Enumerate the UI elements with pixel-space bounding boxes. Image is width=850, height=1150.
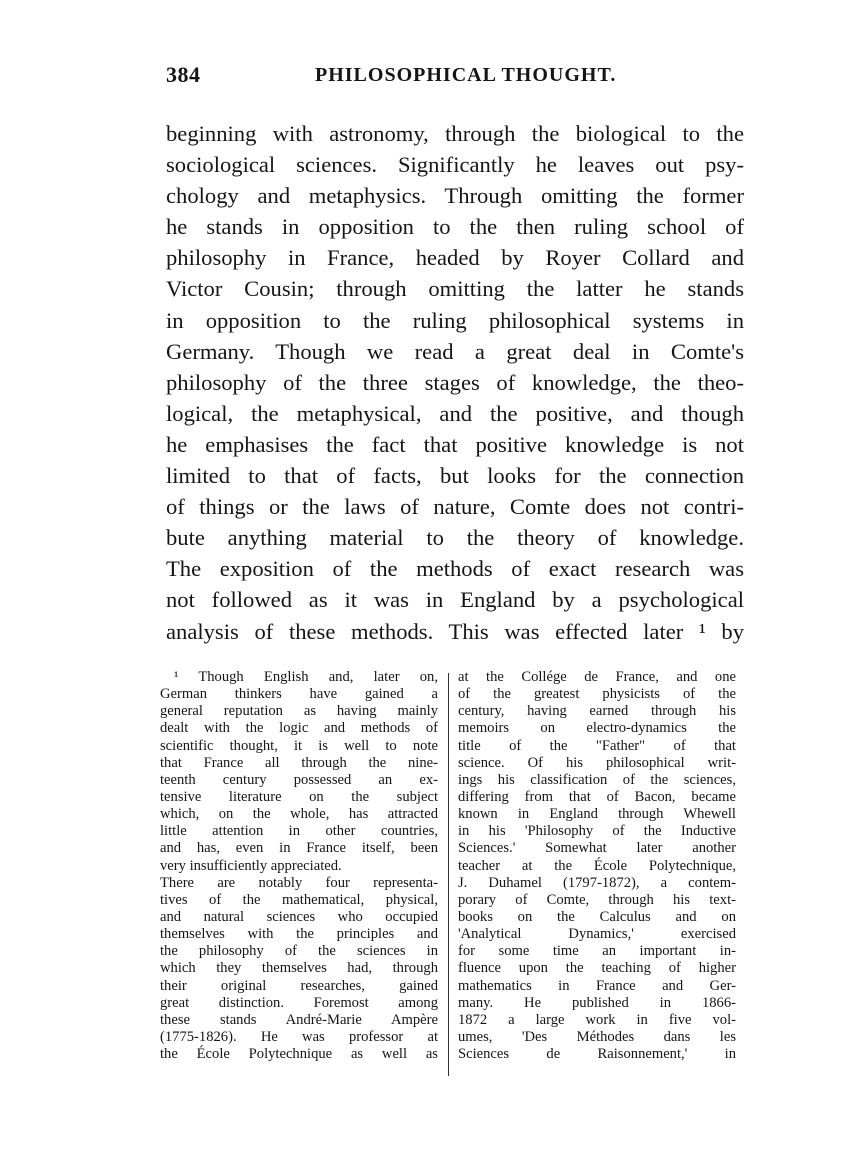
body-line: Victor Cousin; through omitting the latter he stands: [166, 276, 744, 302]
footnote-line: German thinkers have gained a: [160, 686, 438, 703]
footnote-line: at the Collége de France, and one: [458, 669, 736, 685]
footnote-line: the philosophy of the sciences in: [160, 943, 438, 960]
footnote-line: known in England through Whewell: [458, 806, 736, 823]
footnote-line: porary of Comte, through his text-: [458, 891, 736, 908]
footnote-line: tensive literature on the subject: [160, 788, 438, 805]
footnote-line: the École Polytechnique as well as: [160, 1046, 438, 1063]
footnote-line: tives of the mathematical, physical,: [160, 891, 438, 908]
footnote-line: which, on the whole, has attracted: [160, 806, 438, 823]
body-line: analysis of these methods. This was effected later ¹ by: [166, 618, 744, 644]
page-number: 384: [166, 62, 201, 87]
body-line: Germany. Though we read a great deal in Comte's: [166, 338, 744, 364]
footnote-line: very insufficiently appreciated.: [160, 857, 342, 874]
footnote-line: of the greatest physicists of the: [458, 686, 736, 703]
body-line: sociological sciences. Significantly he leaves out psy-: [166, 152, 744, 178]
footnote-line: Sciences.' Somewhat later another: [458, 840, 736, 857]
footnote-line: There are notably four representa-: [160, 874, 438, 891]
footnote-line: little attention in other countries,: [160, 823, 438, 840]
footnote-line: that France all through the nine-: [160, 754, 438, 771]
body-line: logical, the metaphysical, and the positive, and though: [166, 400, 744, 426]
running-head: PHILOSOPHICAL THOUGHT.: [315, 64, 617, 86]
body-line: chology and metaphysics. Through omitting the former: [166, 183, 744, 209]
body-line: beginning with astronomy, through the biological to the: [166, 121, 744, 146]
footnote-line: great distinction. Foremost among: [160, 994, 438, 1011]
footnote-line: science. Of his philosophical writ-: [458, 754, 736, 771]
footnote-line: themselves with the principles and: [160, 926, 438, 943]
footnote-line: title of the "Father" of that: [458, 737, 736, 754]
footnote-line: and natural sciences who occupied: [160, 908, 438, 925]
footnote-line: 1872 a large work in five vol-: [458, 1011, 736, 1028]
body-line: he stands in opposition to the then ruling school of: [166, 214, 744, 240]
footnote-line: and has, even in France itself, been: [160, 840, 438, 857]
footnote-line: 'Analytical Dynamics,' exercised: [458, 926, 736, 943]
footnote-line: for some time an important in-: [458, 943, 736, 960]
body-text: [166, 118, 744, 647]
body-line: philosophy in France, headed by Royer Collard and: [166, 245, 744, 271]
body-line: philosophy of the three stages of knowledge, the theo-: [166, 369, 744, 395]
footnote-line: Sciences de Raisonnement,' in: [458, 1046, 736, 1063]
body-line: limited to that of facts, but looks for the connection: [166, 463, 744, 489]
footnote-line: differing from that of Bacon, became: [458, 788, 736, 805]
footnote-line: ings his classification of the sciences,: [458, 771, 736, 788]
footnote-line: J. Duhamel (1797-1872), a contem-: [458, 874, 736, 891]
footnote-line: teenth century possessed an ex-: [160, 771, 438, 788]
footnote-line: scientific thought, it is well to note: [160, 737, 438, 754]
body-line: in opposition to the ruling philosophical systems in: [166, 307, 744, 333]
footnote-line: many. He published in 1866-: [458, 994, 736, 1011]
body-line: The exposition of the methods of exact research was: [166, 556, 744, 582]
footnote-line: memoirs on electro-dynamics the: [458, 720, 736, 737]
footnote-line: umes, 'Des Méthodes dans les: [458, 1028, 736, 1045]
footnote-line: these stands André-Marie Ampère: [160, 1011, 438, 1028]
footnote-line: which they themselves had, through: [160, 960, 438, 977]
footnote-left-column: [160, 669, 438, 1063]
footnote-line: teacher at the École Polytechnique,: [458, 857, 736, 874]
footnote-line: fluence upon the teaching of higher: [458, 960, 736, 977]
footnote-column-divider: [448, 673, 449, 1076]
footnote-line: mathematics in France and Ger-: [458, 977, 736, 994]
footnote-line: dealt with the logic and methods of: [160, 720, 438, 737]
body-line: bute anything material to the theory of knowledge.: [166, 525, 744, 551]
footnote-line: general reputation as having mainly: [160, 703, 438, 720]
footnote-line: century, having earned through his: [458, 703, 736, 720]
footnote-right-column: [458, 669, 736, 1063]
footnote-line: books on the Calculus and on: [458, 908, 736, 925]
footnote-line: in his 'Philosophy of the Inductive: [458, 823, 736, 840]
footnote-line: ¹ Though English and, later on,: [174, 669, 438, 685]
body-line: he emphasises the fact that positive knowledge is not: [166, 431, 744, 457]
footnote-line: their original researches, gained: [160, 977, 438, 994]
body-line: not followed as it was in England by a psychological: [166, 587, 744, 613]
body-line: of things or the laws of nature, Comte does not contri-: [166, 494, 744, 520]
footnote-line: (1775-1826). He was professor at: [160, 1028, 438, 1045]
footnotes: [160, 669, 746, 1081]
